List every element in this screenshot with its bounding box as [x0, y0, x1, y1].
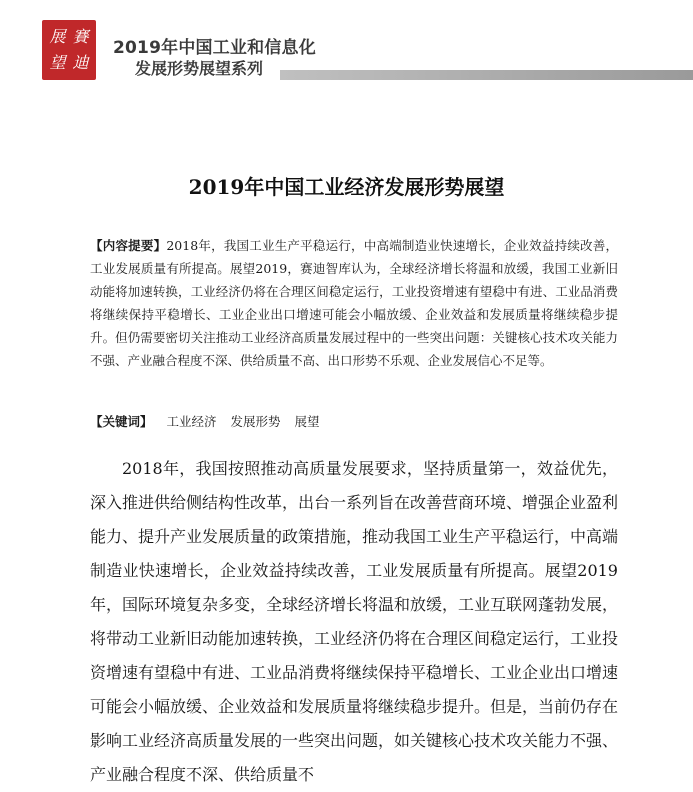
page-header — [0, 0, 693, 95]
series-title-line1: 2019年中国工业和信息化 — [113, 38, 316, 58]
logo-char: 賽 — [72, 27, 89, 46]
keywords — [90, 412, 618, 432]
keyword-item: 发展形势 — [230, 414, 281, 429]
abstract — [90, 234, 618, 372]
keyword-item: 工业经济 — [166, 414, 217, 429]
body-paragraph: 2018年，我国按照推动高质量发展要求，坚持质量第一，效益优先，深入推进供给侧结构性改革，出台一系列旨在改善营商环境、增强企业盈利能力、提升产业发展质量的政策措施，推动我国工业生产平稳运行，中高端制造业快速增长，企业效益持续改善，工业发展质量有所提高。展望2019年，国际环境复杂多变，全球经济增长将温和放缓，工业互联网蓬勃发展，将带动工业新旧动能加速转换，工业经济仍将在合理区间稳定运行，工业投资增速有望稳中有进、工业品消费将继续保持平稳增长、工业企业出口增速可能会小幅放缓、企业效益和发展质量将继续稳步提升。但是，当前仍存在影响工业经济高质量发展的一些突出问题，如关键核心技术攻关能力不强、产业融合程度不深、供给质量不 — [90, 459, 619, 784]
keyword-item: 展望 — [294, 414, 320, 429]
abstract-text: 2018年，我国工业生产平稳运行，中高端制造业快速增长，企业效益持续改善，工业发展质量有所提高。展望2019，赛迪智库认为，全球经济增长将温和放缓，我国工业新旧动能将加速转换，工业经济仍将在合理区间稳定运行，工业投资增速有望稳中有进、工业品消费将继续保持平稳增长、工业企业出口增速可能会小幅放缓、企业效益和发展质量将继续稳步提升。但仍需要密切关注推动工业经济高质量发展过程中的一些突出问题：关键核心技术攻关能力不强、产业融合程度不深、供给质量不高、出口形势不乐观、企业发展信心不足等。 — [90, 238, 618, 368]
keywords-label: 【关键词】 — [90, 414, 153, 429]
series-title-line2: 发展形势展望系列 — [135, 59, 264, 78]
logo-char: 望 — [49, 53, 66, 72]
abstract-label: 【内容提要】 — [90, 238, 167, 253]
logo-char: 展 — [49, 27, 66, 46]
page-title: 2019年中国工业经济发展形势展望 — [188, 175, 505, 200]
logo-char: 迪 — [72, 53, 89, 72]
ccid-logo — [42, 20, 96, 80]
header-rule — [280, 70, 693, 80]
